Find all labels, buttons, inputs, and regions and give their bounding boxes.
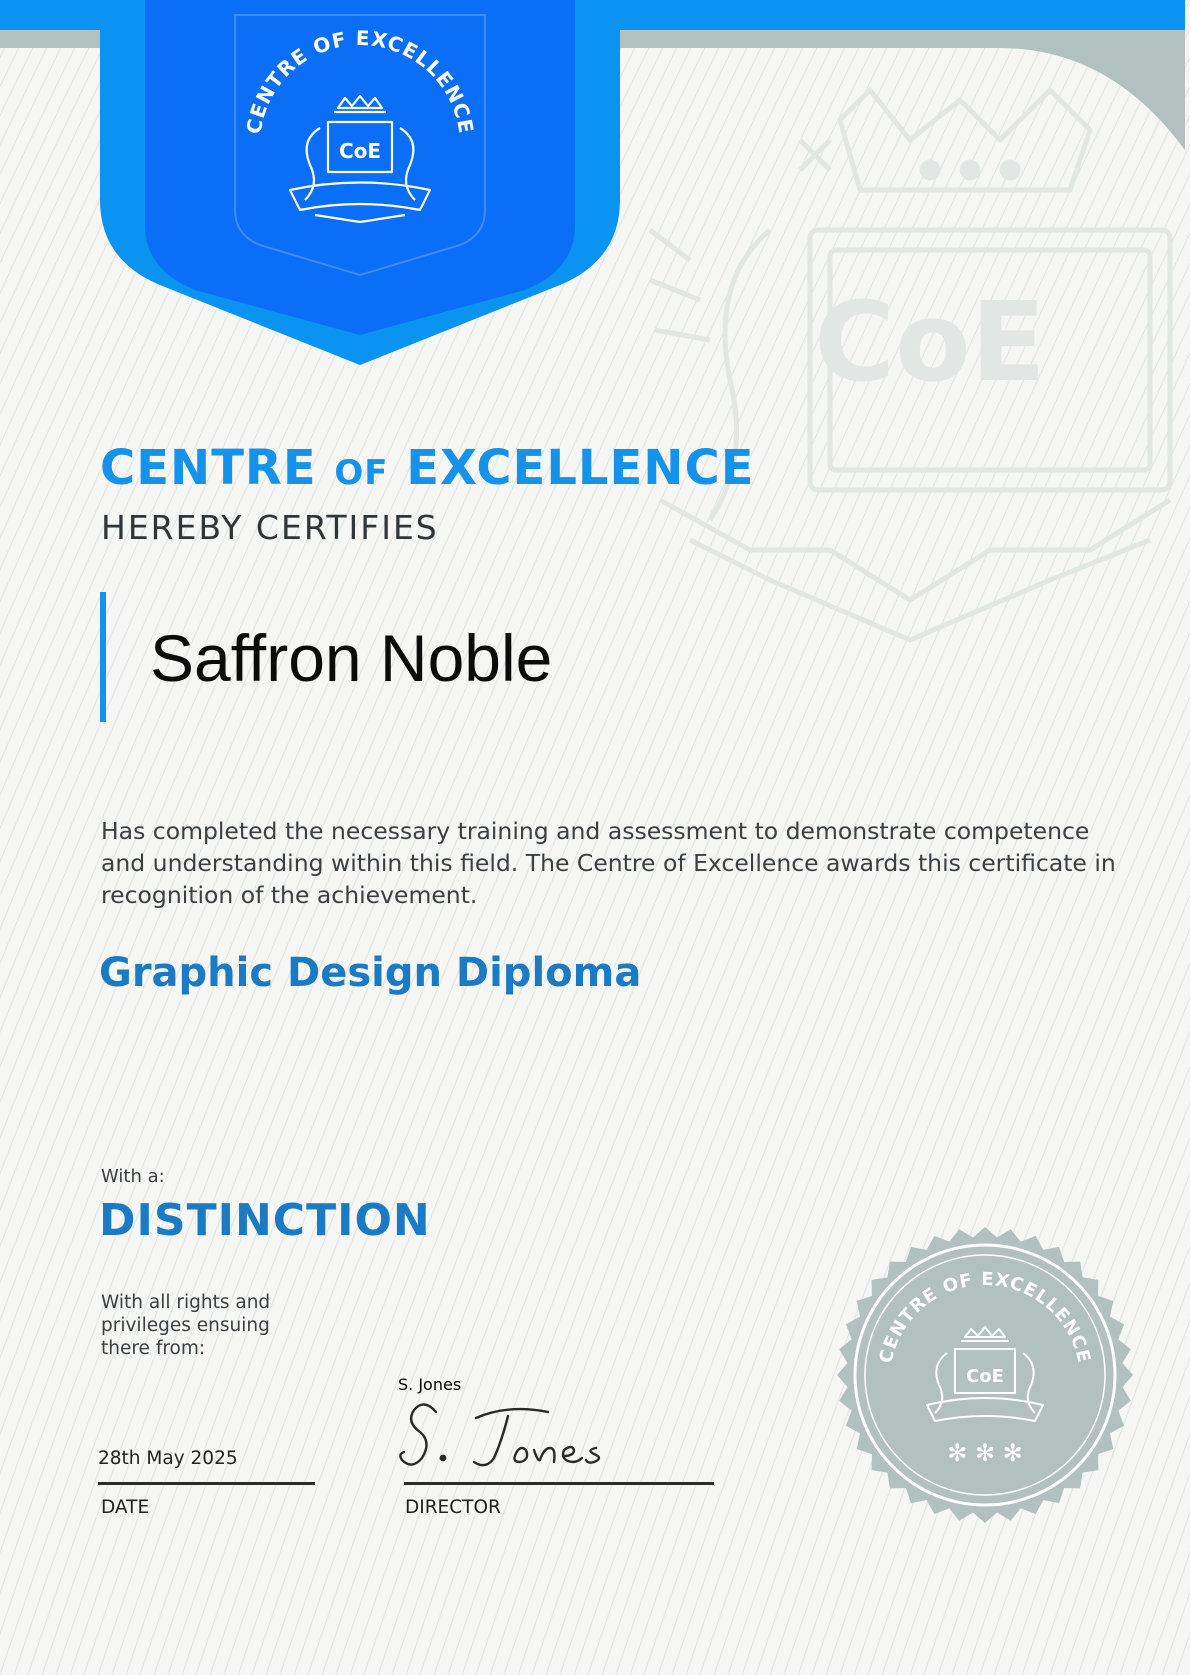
seal-monogram: CoE <box>966 1366 1004 1387</box>
date-line <box>98 1482 315 1485</box>
watermark-monogram: CoE <box>814 278 1046 406</box>
org-name-part3: EXCELLENCE <box>388 440 755 496</box>
org-name-part1: CENTRE <box>100 440 335 496</box>
org-name <box>100 440 755 496</box>
certifies-text: HEREBY CERTIFIES <box>101 508 439 547</box>
seal-arc-text: CENTRE OF EXCELLENCE <box>875 1268 1095 1366</box>
course-title: Graphic Design Diploma <box>99 950 642 996</box>
org-name-part2: OF <box>334 453 389 493</box>
signature-text: S. Jones <box>398 1375 462 1394</box>
recipient-name: Saffron Noble <box>150 621 553 695</box>
director-label: DIRECTOR <box>405 1497 501 1518</box>
with-a-label: With a: <box>101 1166 165 1187</box>
banner-monogram: CoE <box>338 139 382 163</box>
crest-banner <box>100 0 620 365</box>
award-grade: DISTINCTION <box>99 1195 431 1246</box>
excellence-seal <box>835 1225 1135 1525</box>
name-accent-bar <box>100 592 106 722</box>
rights-text: With all rights and privileges ensuing there from: <box>101 1292 271 1359</box>
director-line <box>404 1482 714 1485</box>
watermark-crest <box>630 80 1190 640</box>
certificate-statement: Has completed the necessary training and assessment to demonstrate competence and understanding within this field. The Centre of Excellence awards this certificate in recognition of the achievement. <box>101 817 1116 909</box>
director-signature <box>398 1375 658 1480</box>
seal-stars: ✻ ✻ ✻ <box>947 1439 1023 1467</box>
date-label: DATE <box>101 1497 150 1518</box>
banner-arc-text: CENTRE OF EXCELLENCE <box>241 25 479 136</box>
date-value: 28th May 2025 <box>98 1448 238 1469</box>
